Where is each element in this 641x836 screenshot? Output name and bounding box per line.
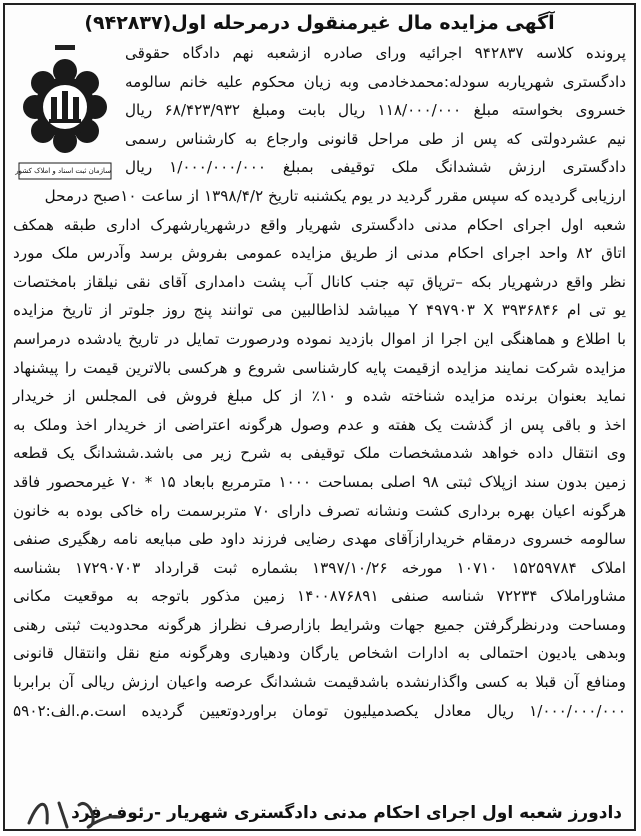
notice-line: اخذ و باقی پس از گذشت یک هفته و عدم وصول هرگونه اعتراضی از خریدار اخذ وملک به — [13, 415, 626, 434]
notice-line: پرونده کلاسه ۹۴۲۸۳۷ اجرائیه ورای صادره ازشعبه نهم دادگاه حقوقی — [125, 44, 626, 62]
notice-line: وی انتقال داده خواهد شدمشخصات ملک توقیفی به شرح زیر می باشد.ششدانگ یک قطعه — [13, 444, 626, 463]
notice-line: وبدهی یادیون احتمالی به ادارات اشخاص یارگان ودهیاری وهرگونه منع نقل وانتقال قانونی — [13, 644, 626, 663]
notice-line: با اطلاع و هماهنگی این اجرا از اموال بازدید نموده ودرصورت تمایل در تاریخ یادشده درمراسم — [13, 329, 626, 348]
notice-title: آگهی مزایده مال غیرمنقول درمرحله اول(۹۴۲۸۳۷) — [84, 12, 555, 34]
notice-line: املاک ۱۵۲۵۹۷۸۴ ۱۰۷۱۰ مورخه ۱۳۹۷/۱۰/۲۶ بشماره ثبت قرارداد ۱۷۲۹۰۷۰۳ بشناسه — [13, 558, 626, 577]
notice-line: نظر واقع درشهریار بکه –ترپاق تپه جنب کانال آب پشت دامداری آقای نقی نیلقاز بامختصات — [13, 272, 626, 291]
notice-line: ارزیابی گردیده که سپس مقرر گردید در یوم یکشنبه تاریخ ۱۳۹۸/۴/۲ از ساعت ۱۰صبح درمحل — [44, 186, 626, 205]
notice-line: نماید بعنوان برنده مزایده شناخته شده و ۱۰٪ از کل مبلغ فروش فی المجلس از خریدار — [13, 387, 626, 406]
notice-line: شعبه اول اجرای احکام مدنی دادگستری شهریار واقع درشهریارشهرک اداری طبقه همکف — [13, 215, 626, 234]
registration-organization-logo — [13, 41, 117, 201]
emblem-icon — [13, 41, 117, 201]
notice-line: مشاوراملاک ۷۲۲۳۴ شناسه صنفی ۱۴۰۰۸۷۶۸۹۱ زمین مذکور باتوجه به موقعیت مکانی — [13, 587, 626, 606]
notice-line: زمین بدون سند ازپلاک ثبتی ۹۸ اصلی بمساحت ۱۰۰۰ مترمربع بابعاد ۱۵ * ۷۰ غیرمحصور فاقد — [13, 472, 626, 491]
notice-line: مزایده شرکت نمایند مزایده ازقیمت پایه کارشناسی شروع و هرکسی بالاترین قیمت را پیشنهاد — [13, 358, 626, 377]
notice-body — [13, 39, 626, 725]
notice-line: ۱/۰۰۰/۰۰۰/۰۰۰ ریال معادل یکصدمیلیون تومان براوردوتعیین گردیده است.م.الف:۵۹۰۲ — [13, 701, 626, 720]
logo-caption: سازمان ثبت اسناد و املاک کشور — [15, 167, 111, 175]
notice-line: اتاق ۸۲ واحد اجرای احکام مدنی از طریق مزایده عمومی بفروش برسد وآدرس ملک مورد — [13, 244, 626, 263]
signature-line: دادورز شعبه اول اجرای احکام مدنی دادگستری شهریار -رئوف فرد — [71, 803, 622, 823]
notice-sheet — [3, 3, 636, 831]
notice-line: ومنافع آن قبلا به کسی واگذارنشده باشدقیمت ششدانگ عرصه واعیان ارزش ریالی آن برابربا — [13, 673, 626, 692]
notice-line: ومساحت ودرنظرگرفتن جمیع جهات وشرایط بازارصرف نظراز هرگونه محدودیت ثبتی رهنی — [13, 615, 626, 634]
notice-line: سالومه خسروی درمقام خریدارازآقای مهدی رضایی فرزند داود طی مبایعه نامه رهگیری صنفی — [13, 530, 626, 549]
notice-line: نیم عشردولتی که پس از طی مراحل قانونی وارجاع به کارشناس رسمی — [125, 129, 626, 148]
notice-line: یو تی ام ۳۹۳۶۸۴۶ Y ۴۹۷۹۰۳ X میباشد لذاطالبین می توانند پنج روز جلوتر از تاریخ مزایده — [13, 301, 627, 320]
notice-line: دادگستری شهریاربه سودله:محمدخادمی وبه زیان محکوم علیه خانم سالومه — [125, 72, 626, 91]
notice-line: خسروی بخواسته مبلغ ۱۱۸/۰۰۰/۰۰۰ ریال بابت ومبلغ ۶۸/۴۲۳/۹۳۲ ریال — [125, 101, 626, 120]
notice-line: هرگونه اعیان بهره برداری کشت ونشانه تصرف دارای ۷۰ متربرسمت راه خاکی بوده به خانون — [13, 501, 626, 520]
handwritten-mark-icon — [19, 793, 129, 833]
notice-line: دادگستری ارزش ششدانگ ملک توقیفی بمبلغ ۱/۰۰۰/۰۰۰/۰۰۰ ریال — [125, 158, 626, 177]
